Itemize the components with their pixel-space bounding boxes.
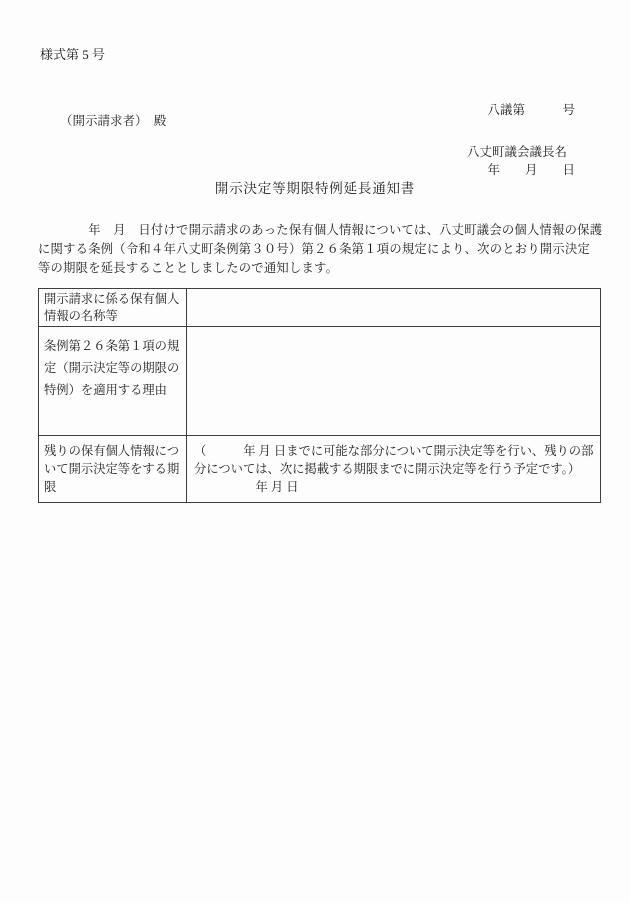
sender-name: 八丈町議会議長名: [466, 145, 567, 159]
row-reason-value: [187, 327, 601, 436]
table-row-deadline: [39, 436, 601, 503]
deadline-value-line-1: （ 年 月 日までに可能な部分について開示決定等を行い、残りの部: [194, 444, 594, 458]
table-row-name: [39, 289, 601, 327]
addressee: （開示請求者） 殿: [60, 114, 167, 128]
row-name-value: [187, 289, 601, 327]
deadline-value-line-3: 年 月 日: [194, 480, 299, 494]
row-deadline-label: 残りの保有個人情報について開示決定等をする期限: [39, 436, 187, 503]
body-line-1: 年 月 日付けで開示請求のあった保有個人情報については、八丈町議会の個人情報の保護: [38, 223, 603, 237]
deadline-value-line-2: 分については、次に掲載する期限までに開示決定等を行う予定です。）: [194, 462, 581, 476]
doc-date-line: 年 月 日: [487, 163, 575, 177]
body-line-3: 等の期限を延長することとしましたので通知します。: [38, 261, 339, 275]
doc-number-line: 八議第 号: [487, 103, 575, 117]
row-name-label: 開示請求に係る保有個人情報の名称等: [39, 289, 187, 327]
details-table: [38, 288, 601, 503]
form-number: 様式第 5 号: [40, 47, 106, 62]
row-deadline-value: [187, 436, 601, 503]
document-title: 開示決定等期限特例延長通知書: [214, 181, 416, 196]
table-row-reason: [39, 327, 601, 436]
row-reason-label: 条例第２６条第１項の規定（開示決定等の期限の特例）を適用する理由: [39, 327, 187, 436]
body-paragraph: [38, 221, 603, 278]
body-line-2: に関する条例（令和４年八丈町条例第３０号）第２６条第１項の規定により、次のとおり開示決定: [38, 242, 591, 256]
